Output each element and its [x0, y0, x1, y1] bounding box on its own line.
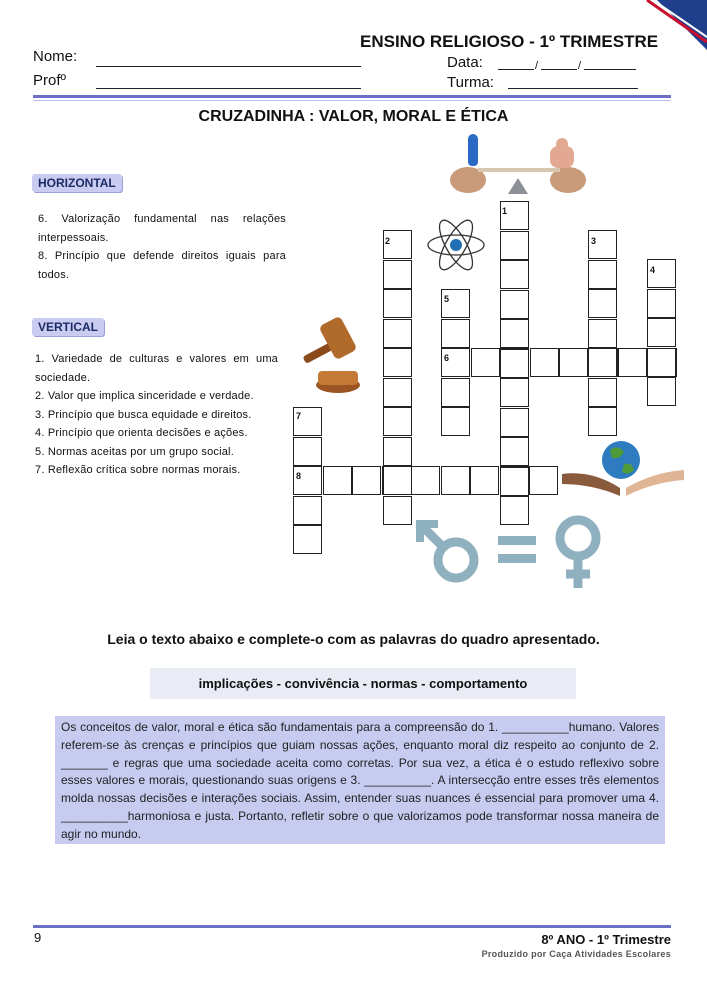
teacher-field[interactable]	[96, 88, 361, 89]
fill-in-paragraph: Os conceitos de valor, moral e ética são fundamentais para a compreensão do 1. __________humano. Valores referem-se às crenças e princípios que guiam nossas ações, enquanto moral diz respeito ao conjunto de 2. _______ e regras que uma sociedade aceita como corretas. Por sua vez, a ética é o estudo reflexivo sobre esses valores e morais, questionando suas origens e 3. __________. A intersecção entre esses três elementos molda nossas decisões e interações sociais. Assim, entender suas nuances é essencial para promover uma 4. __________harmoniosa e justa. Portanto, refletir sobre o que valorizamos pode transformar nossa maneira de agir no mundo.	[55, 716, 665, 844]
date-day-field[interactable]	[498, 69, 534, 70]
name-field[interactable]	[96, 66, 361, 67]
clue-number: 8	[296, 471, 302, 481]
crossword-cell[interactable]	[500, 378, 529, 407]
date-separator: /	[535, 60, 539, 72]
crossword-cell[interactable]	[383, 289, 412, 318]
crossword-cell[interactable]	[500, 408, 529, 437]
horizontal-clue: 6. Valorização fundamental nas relações interpessoais.	[38, 213, 286, 244]
crossword-cell[interactable]	[471, 348, 500, 377]
crossword-cell[interactable]	[588, 348, 617, 377]
crossword-cell[interactable]	[588, 378, 617, 407]
vertical-clue: 4. Princípio que orienta decisões e ações.	[35, 427, 248, 439]
crossword-cell[interactable]	[647, 318, 676, 347]
date-month-field[interactable]	[541, 69, 577, 70]
crossword-cell[interactable]	[383, 496, 412, 525]
crossword-cell[interactable]	[500, 260, 529, 289]
crossword-cell[interactable]	[647, 289, 676, 318]
gavel-image	[300, 305, 362, 397]
crossword-cell[interactable]	[500, 467, 529, 496]
vertical-clue: 7. Reflexão crítica sobre normas morais.	[35, 464, 241, 476]
vertical-heading: VERTICAL	[32, 318, 104, 336]
teacher-label: Profº	[33, 72, 66, 89]
class-field[interactable]	[508, 88, 638, 89]
crossword-cell[interactable]	[530, 348, 559, 377]
date-year-field[interactable]	[584, 69, 636, 70]
crossword-cell[interactable]	[411, 466, 440, 495]
vertical-clue: 3. Princípio que busca equidade e direitos.	[35, 408, 252, 421]
clue-number: 3	[591, 236, 597, 246]
header-divider-thin	[33, 100, 671, 101]
vertical-clue: 1. Variedade de culturas e valores em uma sociedade.	[35, 353, 278, 384]
clue-number: 7	[296, 411, 302, 421]
page-number: 9	[34, 930, 42, 945]
crossword-cell[interactable]	[323, 466, 352, 495]
scale-justice-image	[448, 134, 588, 196]
vertical-clue: 5. Normas aceitas por um grupo social.	[35, 445, 234, 458]
crossword-cell[interactable]	[647, 348, 676, 377]
vertical-clue-list	[35, 350, 278, 480]
credit-text: Produzido por Caça Atividades Escolares	[481, 949, 671, 959]
clue-number: 6	[444, 353, 450, 363]
crossword-cell[interactable]	[500, 319, 529, 348]
crossword-cell[interactable]	[293, 496, 322, 525]
crossword-cell[interactable]	[500, 231, 529, 260]
grade-label: 8º ANO - 1º Trimestre	[541, 932, 671, 947]
crossword-cell[interactable]	[293, 525, 322, 554]
clue-number: 1	[502, 206, 508, 216]
crossword-cell[interactable]	[500, 437, 529, 466]
crossword-cell[interactable]	[383, 466, 412, 495]
crossword-cell[interactable]	[647, 377, 676, 406]
crossword-cell[interactable]	[441, 466, 470, 495]
name-label: Nome:	[33, 48, 78, 65]
page-title: CRUZADINHA : VALOR, MORAL E ÉTICA	[198, 108, 509, 125]
date-separator: /	[578, 60, 582, 72]
gender-equality-symbols	[412, 512, 612, 592]
crossword-cell[interactable]	[441, 319, 470, 348]
crossword-cell[interactable]	[529, 466, 558, 495]
horizontal-heading: HORIZONTAL	[32, 174, 122, 192]
date-label: Data:	[447, 54, 483, 71]
crossword-cell[interactable]	[383, 378, 412, 407]
globe-handshake-image	[562, 440, 684, 500]
crossword-cell[interactable]	[588, 260, 617, 289]
clue-number: 4	[650, 265, 656, 275]
clue-number: 2	[385, 236, 391, 246]
horizontal-clue: 8. Princípio que defende direitos iguais para todos.	[38, 250, 286, 281]
crossword-cell[interactable]	[588, 319, 617, 348]
vertical-clue: 2. Valor que implica sinceridade e verdade.	[35, 390, 254, 402]
crossword-cell[interactable]	[559, 348, 588, 377]
crossword-cell[interactable]	[293, 437, 322, 466]
crossword-cell[interactable]	[383, 319, 412, 348]
crossword-cell[interactable]	[352, 466, 381, 495]
crossword-cell[interactable]	[383, 348, 412, 377]
crossword-cell[interactable]	[470, 466, 499, 495]
crossword-cell[interactable]	[383, 407, 412, 436]
crossword-cell[interactable]	[441, 378, 470, 407]
class-label: Turma:	[447, 74, 494, 91]
horizontal-clue-list	[38, 210, 286, 284]
crossword-cell[interactable]	[588, 407, 617, 436]
crossword-cell[interactable]	[500, 349, 529, 378]
instruction-text: Leia o texto abaixo e complete-o com as palavras do quadro apresentado.	[107, 631, 600, 647]
crossword-cell[interactable]	[383, 260, 412, 289]
crossword-cell[interactable]	[500, 290, 529, 319]
crossword-cell[interactable]	[383, 437, 412, 466]
atom-icon	[425, 214, 487, 276]
crossword-cell[interactable]	[441, 407, 470, 436]
footer-divider	[33, 925, 671, 928]
header-divider	[33, 95, 671, 98]
clue-number: 5	[444, 294, 450, 304]
crossword-cell[interactable]	[588, 289, 617, 318]
crossword-cell[interactable]	[618, 348, 647, 377]
word-bank: implicações - convivência - normas - comportamento	[150, 668, 576, 699]
page-header-title: ENSINO RELIGIOSO - 1º TRIMESTRE	[360, 32, 659, 51]
